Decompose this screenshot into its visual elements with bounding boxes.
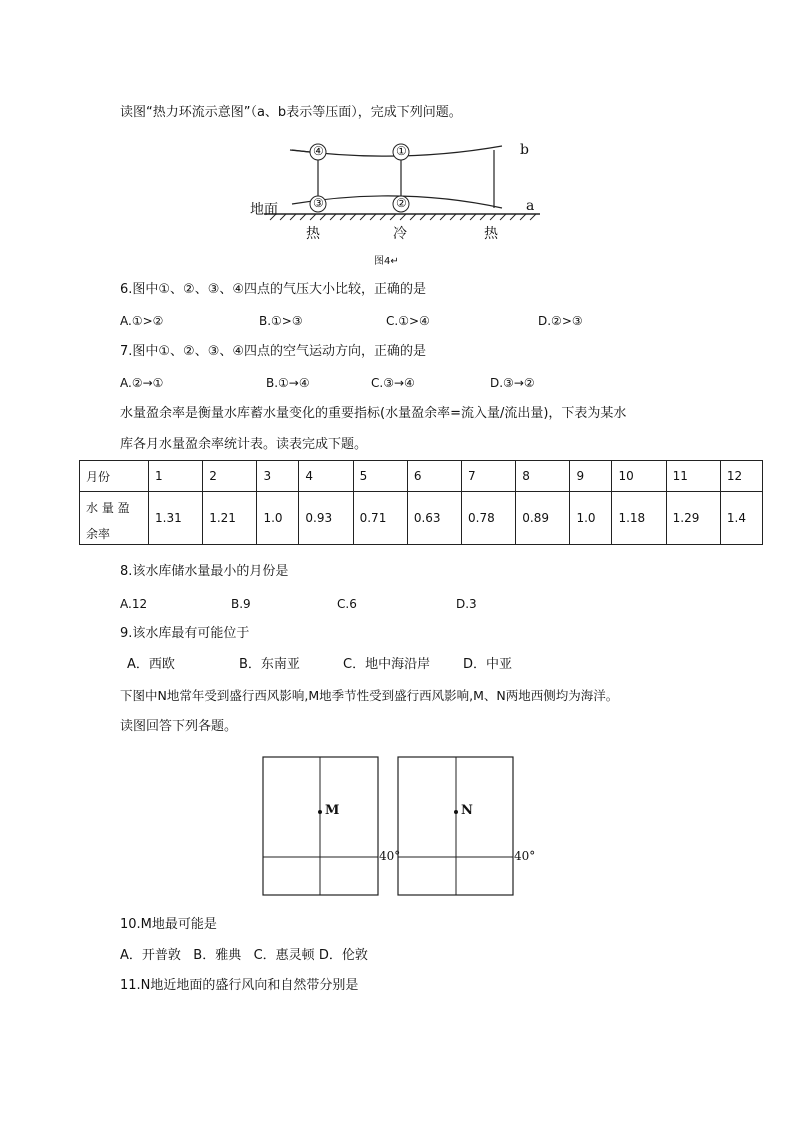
q7-option-b: B.①→④: [266, 376, 310, 390]
q9-option-c: C．地中海沿岸: [343, 657, 431, 672]
intro-reservoir-line-1: 水量盈余率是衡量水库蓄水量变化的重要指标(水量盈余率=流入量/流出量)，下表为某水: [120, 406, 627, 421]
q8-option-b: B.9: [231, 597, 251, 611]
q8-option-a: A.12: [120, 597, 148, 611]
rate-cell: 1.21: [203, 492, 257, 545]
rate-header-bottom: 余率: [80, 522, 149, 545]
q6-option-b: B.①>③: [259, 314, 303, 328]
month-cell: 6: [407, 461, 461, 492]
rate-cell: 1.18: [612, 492, 666, 545]
q7-option-d: D.③→②: [490, 376, 535, 390]
question-9-stem: 9.该水库最有可能位于: [120, 626, 250, 641]
hot-label-right: 热: [484, 226, 498, 242]
rate-cell: 0.93: [299, 492, 353, 545]
point-4-label: ④: [313, 144, 324, 158]
month-header: 月份: [80, 461, 149, 492]
q6-option-c: C.①>④: [386, 314, 430, 328]
rate-cell: 0.78: [462, 492, 516, 545]
latitude-label-n: 40°: [514, 849, 536, 863]
rate-cell: 1.4: [720, 492, 762, 545]
q6-option-d: D.②>③: [538, 314, 583, 328]
month-cell: 10: [612, 461, 666, 492]
month-cell: 2: [203, 461, 257, 492]
rate-header-top: 水 量 盈: [80, 492, 149, 523]
month-cell: 5: [353, 461, 407, 492]
month-cell: 9: [570, 461, 612, 492]
month-cell: 12: [720, 461, 762, 492]
rate-cell: 1.0: [257, 492, 299, 545]
intro-westerlies-line-2: 读图回答下列各题。: [120, 719, 238, 734]
month-cell: 7: [462, 461, 516, 492]
q7-option-a: A.②→①: [120, 376, 164, 390]
location-map-m: [262, 756, 380, 897]
rate-cell: 1.29: [666, 492, 720, 545]
intro-westerlies-line-1: 下图中N地常年受到盛行西风影响,M地季节性受到盛行西风影响,M、N两地西侧均为海洋。: [120, 688, 619, 703]
month-cell: 1: [149, 461, 203, 492]
q9-option-d: D．中亚: [463, 657, 513, 672]
rate-cell: 0.63: [407, 492, 461, 545]
isobar-b-label: b: [520, 142, 529, 158]
month-cell: 11: [666, 461, 720, 492]
latitude-label-m: 40°: [379, 849, 401, 863]
question-11-stem: 11.N地近地面的盛行风向和自然带分别是: [120, 978, 359, 993]
q8-option-d: D.3: [456, 597, 477, 611]
question-7-stem: 7.图中①、②、③、④四点的空气运动方向，正确的是: [120, 344, 427, 359]
point-n-label: N: [461, 803, 473, 818]
q9-option-b: B．东南亚: [239, 657, 300, 672]
point-2-label: ②: [396, 196, 407, 210]
ground-label: 地面: [250, 202, 278, 218]
isobar-a-label: a: [526, 198, 535, 214]
table-row-rates: [80, 492, 763, 523]
q10-options: A．开普敦 B．雅典 C．惠灵顿 D．伦敦: [120, 948, 368, 963]
rate-cell: 1.0: [570, 492, 612, 545]
point-m-label: M: [325, 803, 340, 818]
question-6-stem: 6.图中①、②、③、④四点的气压大小比较，正确的是: [120, 282, 427, 297]
intro-thermal-circulation: 读图“热力环流示意图”（a、b表示等压面），完成下列问题。: [120, 105, 462, 120]
rate-cell: 0.89: [516, 492, 570, 545]
month-cell: 8: [516, 461, 570, 492]
rate-cell: 1.31: [149, 492, 203, 545]
q7-option-c: C.③→④: [371, 376, 415, 390]
question-8-stem: 8.该水库储水量最小的月份是: [120, 564, 289, 579]
month-cell: 3: [257, 461, 299, 492]
reservoir-rate-table: [79, 460, 763, 545]
cold-label: 冷: [393, 226, 407, 242]
point-1-label: ①: [396, 144, 407, 158]
figure-caption: 图4↵: [374, 256, 399, 267]
intro-reservoir-line-2: 库各月水量盈余率统计表。读表完成下题。: [120, 437, 368, 452]
point-3-label: ③: [313, 196, 324, 210]
q6-option-a: A.①>②: [120, 314, 164, 328]
location-map-n: [397, 756, 515, 897]
month-cell: 4: [299, 461, 353, 492]
hot-label-left: 热: [306, 226, 320, 242]
q8-option-c: C.6: [337, 597, 357, 611]
question-10-stem: 10.M地最可能是: [120, 917, 217, 932]
q9-option-a: A．西欧: [127, 657, 175, 672]
table-row-months: [80, 461, 763, 492]
rate-cell: 0.71: [353, 492, 407, 545]
